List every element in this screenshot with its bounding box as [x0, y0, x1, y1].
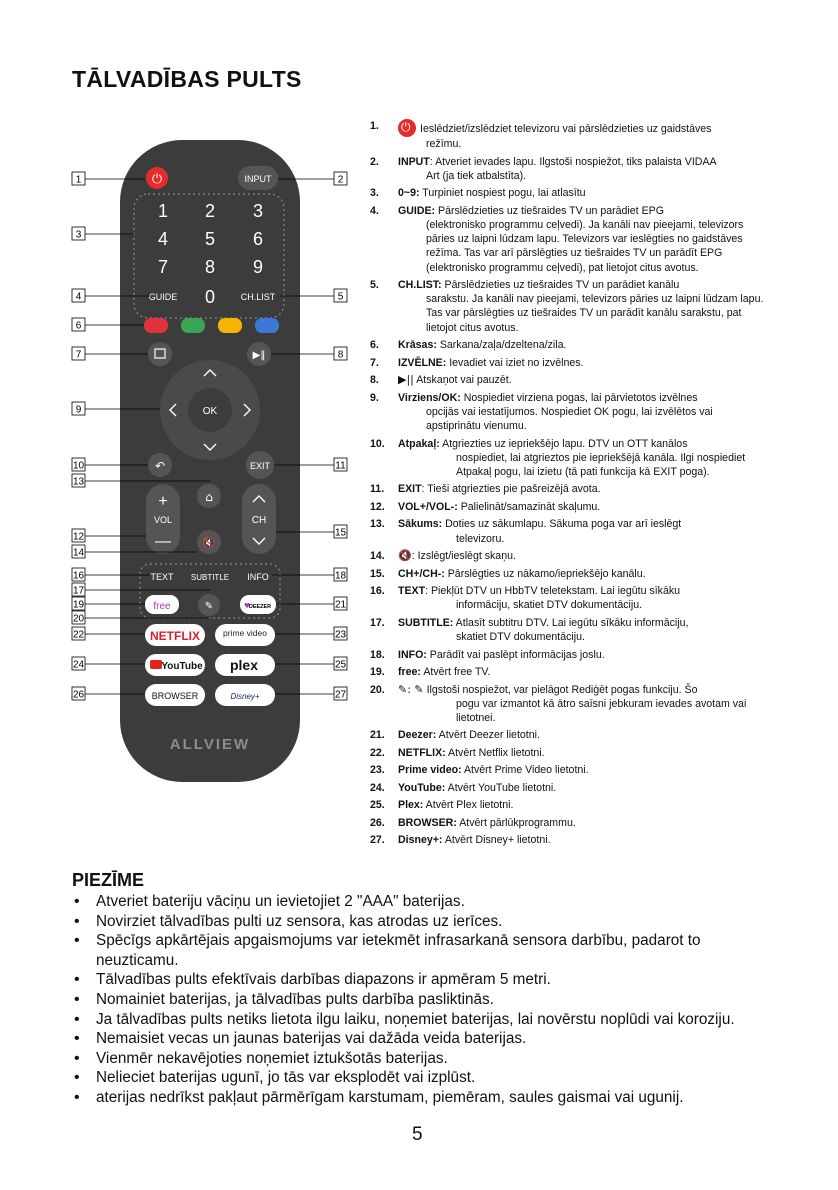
item-number: 26.	[370, 816, 385, 829]
callout-label: 11	[335, 460, 346, 472]
digit-5: 5	[204, 229, 216, 249]
item-text: Doties uz sākumlapu. Sākuma poga var arī ieslēgt	[442, 518, 682, 531]
digit-6: 6	[252, 229, 264, 249]
menu-button	[148, 342, 172, 366]
item-text: Atvērt Disney+ lietotni.	[442, 834, 551, 847]
callout-label: 2	[337, 174, 344, 186]
item-text: Atvērt pārlūkprogrammu.	[456, 816, 576, 829]
callout-label: 27	[334, 689, 347, 701]
callout-label: 8	[337, 349, 344, 361]
item-text: Atvērt YouTube lietotni.	[445, 781, 557, 794]
description-item	[370, 338, 770, 352]
item-text: Atvērt Deezer lietotni.	[436, 729, 540, 742]
callout-label: 23	[334, 629, 347, 641]
item-continuation: sarakstu. Ja kanāli nav pieejami, televizors pāries uz laipni lūdzam lapu. Tas var pārslēgties uz tiešraides TV un parādīt kanālu sarakstu, pat lietojot citus avotus.	[426, 293, 764, 334]
item-number: 15.	[370, 567, 385, 580]
item-number: 19.	[370, 666, 385, 679]
item-name: CH.LIST:	[398, 279, 442, 292]
callout-label: 7	[75, 349, 82, 361]
description-item	[370, 204, 770, 275]
brand-logo: ALLVIEW	[169, 736, 251, 753]
prime-label: prime video	[223, 628, 267, 638]
page-title: TĀLVADĪBAS PULTS	[72, 66, 302, 92]
item-text: Pārslēdzieties uz tiešraides TV un parādiet kanālu	[441, 279, 680, 292]
digit-3: 3	[252, 201, 264, 221]
item-name: TEXT	[398, 585, 426, 598]
item-name: 0~9:	[398, 187, 420, 200]
note-item: • Tālvadības pults efektīvais darbības diapazons ir apmēram 5 metri.	[72, 970, 772, 990]
svg-text:+: +	[158, 493, 168, 510]
callout-label: 19	[72, 599, 85, 611]
callout-label: 17	[72, 585, 85, 597]
button-descriptions	[370, 119, 770, 851]
digit-1: 1	[157, 201, 169, 221]
callout-label: 15	[334, 527, 347, 539]
item-number: 16.	[370, 585, 385, 598]
item-text: Atlasīt subtitru DTV. Lai iegūtu sīkāku informāciju,	[453, 616, 689, 629]
item-number: 17.	[370, 616, 385, 629]
description-item	[370, 500, 770, 514]
item-text: Pārslēgties uz nākamo/iepriekšējo kanālu.	[444, 567, 646, 580]
item-number: 9.	[370, 391, 379, 404]
notes-title: PIEZĪME	[72, 870, 145, 890]
page-number: 5	[412, 1124, 423, 1145]
item-number: 2.	[370, 155, 379, 168]
item-text: : Izslēgt/ieslēgt skaņu.	[411, 550, 516, 563]
svg-text:♥: ♥	[243, 602, 251, 610]
item-name: GUIDE:	[398, 204, 436, 217]
note-item: • Nelieciet baterijas ugunī, jo tās var eksplodēt vai izplūst.	[72, 1068, 772, 1088]
callout-label: 4	[75, 291, 82, 303]
remote-illustration	[0, 0, 365, 800]
netflix-label: NETFLIX	[150, 629, 200, 643]
info-label: INFO	[247, 572, 269, 582]
mute-icon: 🔇	[202, 538, 216, 549]
item-name: BROWSER:	[398, 816, 457, 829]
callout-label: 6	[75, 320, 82, 332]
plex-label: plex	[229, 657, 259, 673]
power-icon	[398, 119, 416, 137]
description-item	[370, 584, 770, 612]
digit-0: 0	[204, 287, 216, 307]
exit-label: EXIT	[249, 461, 271, 471]
callout-label: 3	[75, 229, 82, 241]
item-number: 1.	[370, 120, 379, 132]
item-number: 14.	[370, 550, 385, 563]
description-item	[370, 683, 770, 726]
item-number: 7.	[370, 356, 379, 369]
text-label: TEXT	[150, 572, 174, 582]
description-item	[370, 356, 770, 370]
item-text: Atvērt Prime Video lietotni.	[461, 764, 589, 777]
item-number: 13.	[370, 518, 385, 531]
callout-label: 14	[72, 547, 85, 559]
item-text: Atskaņot vai pauzēt.	[413, 374, 512, 387]
note-item: • Novirziet tālvadības pulti uz sensora, kas atrodas uz ierīces.	[72, 912, 772, 932]
item-name: Krāsas:	[398, 339, 437, 352]
callout-label: 10	[72, 460, 85, 472]
description-item	[370, 119, 770, 151]
description-item	[370, 763, 770, 777]
item-number: 10.	[370, 437, 385, 450]
item-name: INPUT	[398, 155, 430, 168]
item-name: VOL+/VOL-:	[398, 500, 458, 513]
item-text: Atvērt free TV.	[420, 666, 491, 679]
item-number: 6.	[370, 339, 379, 352]
subtitle-label: SUBTITLE	[190, 573, 230, 582]
chlist-label: CH.LIST	[240, 292, 276, 302]
note-item: • Atveriet bateriju vāciņu un ievietojiet 2 "AAA" baterijas.	[72, 892, 772, 912]
callout-label: 18	[334, 570, 347, 582]
item-text: Parādīt vai paslēpt informācijas joslu.	[426, 648, 605, 661]
item-name: Atpakaļ:	[398, 437, 440, 450]
item-number: 3.	[370, 187, 379, 200]
disney-label: Disney+	[230, 692, 260, 701]
description-item	[370, 391, 770, 434]
item-name: IZVĒLNE:	[398, 356, 447, 369]
description-item	[370, 186, 770, 200]
guide-label: GUIDE	[148, 292, 178, 302]
yellow-key	[218, 318, 242, 333]
item-name: NETFLIX:	[398, 746, 446, 759]
item-text: Pārslēdzieties uz tiešraides TV un parādiet EPG	[435, 204, 664, 217]
svg-text:—: —	[155, 533, 171, 550]
description-item	[370, 728, 770, 742]
digit-9: 9	[252, 257, 264, 277]
item-continuation: televizoru.	[456, 532, 505, 545]
description-item	[370, 781, 770, 795]
item-number: 27.	[370, 834, 385, 847]
item-text: Ievadiet vai iziet no izvēlnes.	[446, 356, 584, 369]
item-text: Atgriezties uz iepriekšējo lapu. DTV un OTT kanālos	[439, 437, 688, 450]
notes-list	[72, 892, 772, 1108]
description-item	[370, 373, 770, 387]
item-name: Deezer:	[398, 729, 437, 742]
item-name: EXIT	[398, 483, 422, 496]
item-continuation: nospiediet, lai atgrieztos pie iepriekšējā kanāla. Ilgi nospiediet Atpakaļ pogu, lai izietu (tā pati funkcija kā EXIT poga).	[456, 451, 746, 478]
item-text: Turpiniet nospiest pogu, lai atlasītu	[419, 187, 586, 200]
back-icon: ↶	[154, 459, 166, 473]
note-item: • Spēcīgs apkārtējais apgaismojums var ietekmēt infrasarkanā sensora darbību, padarot to neuzticamu.	[72, 931, 772, 970]
item-continuation: režīmu.	[426, 138, 462, 150]
item-text: Ilgstoši nospiežot, var pielāgot Rediģēt pogas funkciju. Šo	[423, 683, 698, 696]
item-name: Virziens/OK:	[398, 391, 461, 404]
item-name: YouTube:	[398, 781, 446, 794]
item-number: 12.	[370, 500, 385, 513]
item-name: SUBTITLE:	[398, 616, 454, 629]
note-item: • Vienmēr nekavējoties noņemiet iztukšotās baterijas.	[72, 1049, 772, 1069]
description-item	[370, 648, 770, 662]
item-text: Ieslēdziet/izslēdziet televizoru vai pārslēdzieties uz gaidstāves	[420, 123, 712, 135]
green-key	[181, 318, 205, 333]
description-item	[370, 155, 770, 183]
item-name: INFO:	[398, 648, 427, 661]
item-continuation: opcijās vai iestatījumos. Nospiediet OK pogu, lai izvēlētos vai apstiprinātu vienumu.	[426, 405, 713, 433]
description-item	[370, 833, 770, 847]
note-item: • Nemaisiet vecas un jaunas baterijas vai dažāda veida baterijas.	[72, 1029, 772, 1049]
item-text: Palielināt/samazināt skaļumu.	[457, 500, 601, 513]
item-name: CH+/CH-:	[398, 567, 445, 580]
red-key	[144, 318, 168, 333]
description-item	[370, 746, 770, 760]
item-glyph: ✎: ✎	[398, 682, 424, 696]
description-item	[370, 517, 770, 545]
callout-label: 24	[72, 659, 85, 671]
vol-label: VOL	[153, 515, 173, 525]
item-text: Sarkana/zaļa/dzeltena/zila.	[436, 339, 567, 352]
digit-7: 7	[157, 257, 169, 277]
item-number: 11.	[370, 483, 385, 496]
item-number: 22.	[370, 746, 385, 759]
play-pause-icon: ▶‖	[252, 350, 266, 361]
item-number: 23.	[370, 764, 385, 777]
item-number: 4.	[370, 204, 379, 217]
ch-label: CH	[251, 515, 267, 526]
description-item	[370, 549, 770, 563]
description-item	[370, 278, 770, 335]
callout-label: 9	[75, 404, 82, 416]
item-continuation: pogu var izmantot kā ātro saīsni jebkuram ievades avotam vai lietotnei.	[456, 697, 747, 724]
browser-label: BROWSER	[151, 691, 199, 701]
blue-key	[255, 318, 279, 333]
item-text: Atvērt Plex lietotni.	[423, 799, 514, 812]
item-name: Sākums:	[398, 518, 443, 531]
item-text: : Piekļūt DTV un HbbTV teletekstam. Lai iegūtu sīkāku	[425, 585, 681, 598]
item-continuation: (elektronisko programmu ceļvedi). Ja kanāli nav pieejami, televizors pāries uz laipni lūdzam lapu. Televizors var ieslēgties no gaidstāves režīma. Tas var arī pārslēgties uz tiešraides TV un parādīt EPG (elektronisko programmu ceļvedi), pat lietojot citus avotus.	[426, 218, 744, 274]
item-number: 5.	[370, 279, 379, 292]
callout-label: 16	[72, 570, 85, 582]
deezer-label: DEEZER	[248, 604, 272, 610]
digit-8: 8	[204, 257, 216, 277]
note-item: • Ja tālvadības pults netiks lietota ilgu laiku, noņemiet baterijas, lai novērstu noplūdi vai koroziju.	[72, 1010, 772, 1030]
callout-label: 25	[334, 659, 347, 671]
item-text: Atvērt Netflix lietotni.	[445, 746, 545, 759]
description-item	[370, 816, 770, 830]
description-item	[370, 567, 770, 581]
description-item	[370, 798, 770, 812]
youtube-label: YouTube	[161, 661, 203, 672]
power-icon: ⏻	[151, 172, 163, 187]
item-number: 24.	[370, 781, 385, 794]
callout-label: 26	[72, 689, 85, 701]
note-item: • Nomainiet baterijas, ja tālvadības pults darbība pasliktinās.	[72, 990, 772, 1010]
home-icon: ⌂	[205, 490, 213, 504]
item-name: Disney+:	[398, 834, 443, 847]
ok-label: OK	[202, 406, 218, 417]
item-glyph: 🔇	[398, 549, 412, 563]
item-number: 20.	[370, 683, 385, 696]
item-number: 25.	[370, 799, 385, 812]
item-number: 8.	[370, 374, 379, 387]
description-item	[370, 482, 770, 496]
item-continuation: informāciju, skatiet DTV dokumentāciju.	[456, 599, 643, 612]
free-label: free	[153, 601, 171, 612]
item-text: : Atveriet ievades lapu. Ilgstoši nospiežot, tiks palaista VIDAA	[429, 155, 717, 168]
description-item	[370, 616, 770, 644]
item-name: free:	[398, 666, 421, 679]
digit-2: 2	[204, 201, 216, 221]
input-label: INPUT	[244, 174, 272, 184]
callout-label: 1	[75, 174, 82, 186]
callout-label: 22	[72, 629, 85, 641]
digit-4: 4	[157, 229, 169, 249]
description-item	[370, 437, 770, 480]
item-number: 21.	[370, 729, 385, 742]
item-text: : Tieši atgriezties pie pašreizējā avota.	[421, 483, 601, 496]
note-item: • aterijas nedrīkst pakļaut pārmērīgam karstumam, piemēram, saules gaismai vai ugunij.	[72, 1088, 772, 1108]
callout-label: 5	[337, 291, 344, 303]
edit-icon: ✎	[204, 601, 214, 612]
callout-label: 12	[72, 531, 85, 543]
item-continuation: Art (ja tiek atbalstīta).	[426, 169, 527, 182]
description-item	[370, 665, 770, 679]
item-name: Plex:	[398, 799, 424, 812]
callout-label: 21	[334, 599, 347, 611]
callout-label: 13	[72, 476, 85, 488]
item-number: 18.	[370, 648, 385, 661]
callout-label: 20	[72, 613, 85, 625]
item-name: Prime video:	[398, 764, 462, 777]
item-continuation: skatiet DTV dokumentāciju.	[456, 631, 585, 644]
item-glyph: ▶||	[398, 373, 414, 387]
item-text: Nospiediet virziena pogas, lai pārvietotos izvēlnes	[460, 391, 698, 404]
